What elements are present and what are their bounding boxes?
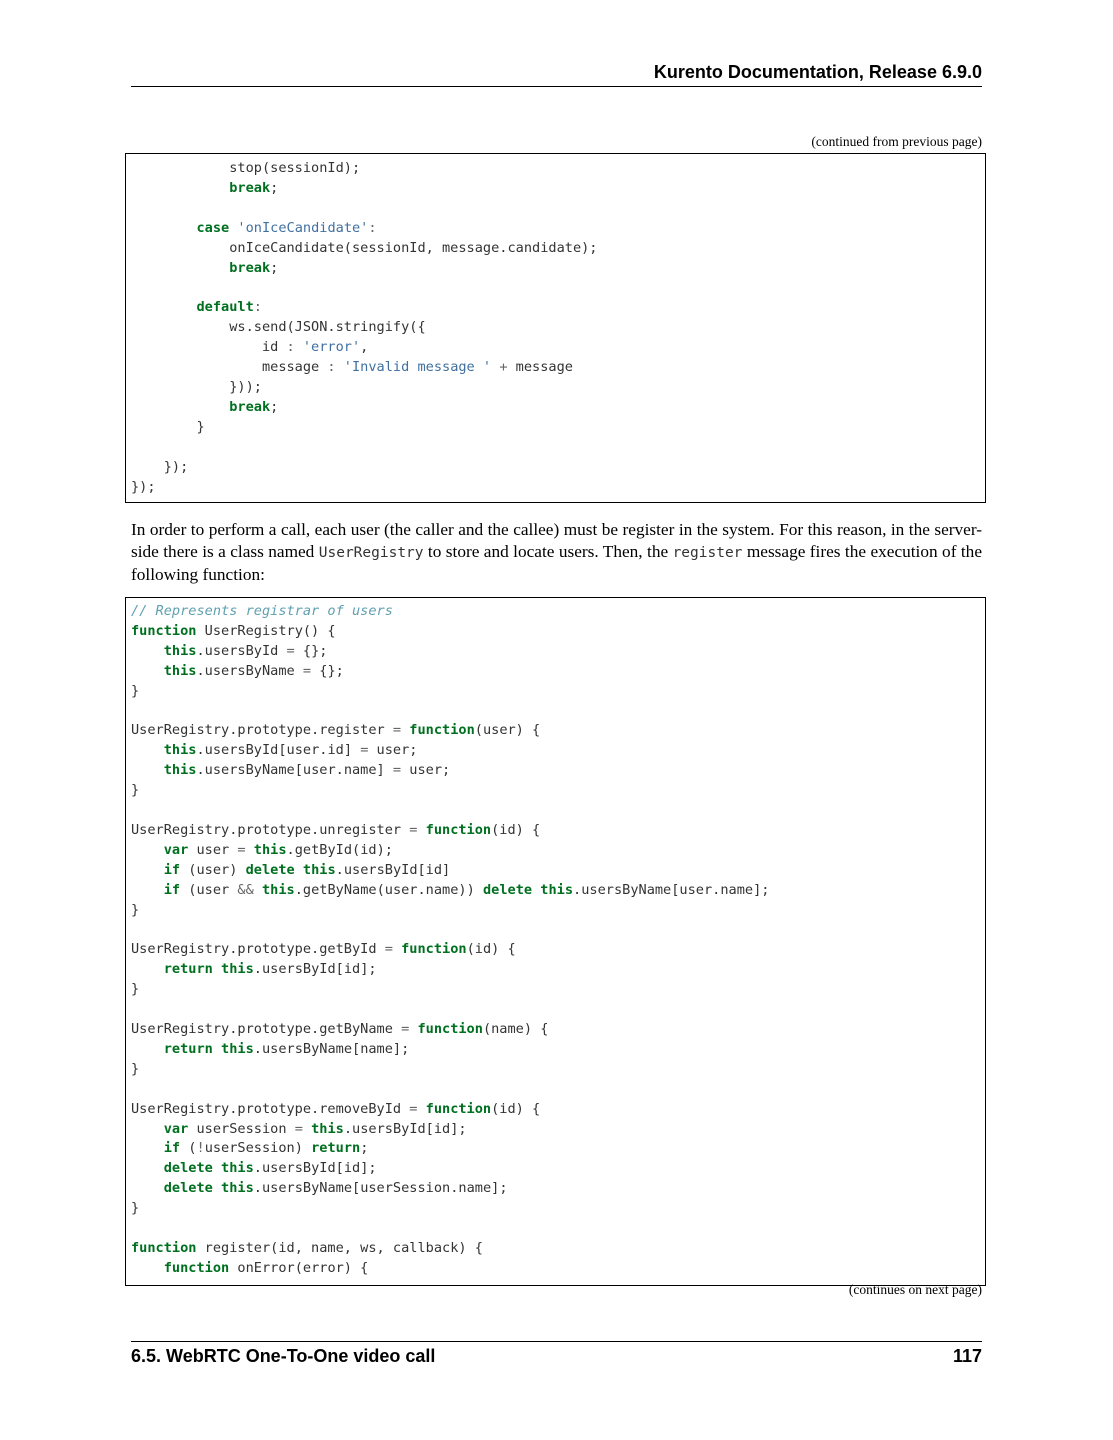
code-line <box>131 902 139 918</box>
code-text <box>131 762 164 778</box>
code-operator: = <box>409 821 418 838</box>
code-keyword: break <box>229 398 271 415</box>
code-text: } <box>131 1200 140 1217</box>
code-text: (user) <box>180 861 246 878</box>
code-text: ; <box>270 259 279 276</box>
code-line <box>131 1160 377 1176</box>
code-line <box>131 240 598 256</box>
code-text: }); <box>131 478 156 495</box>
code-text <box>131 220 196 236</box>
code-line <box>131 1041 409 1057</box>
code-text <box>131 260 229 276</box>
code-text: (id) { <box>491 821 541 838</box>
code-keyword: this <box>163 642 197 659</box>
code-text: ; <box>270 398 279 415</box>
code-text <box>254 882 262 898</box>
code-text: UserRegistry.prototype.removeById <box>131 1100 410 1117</box>
code-line <box>131 842 393 858</box>
code-text: } <box>131 1060 140 1077</box>
code-text <box>131 180 229 196</box>
code-text: .usersById[id] <box>335 861 451 878</box>
code-line <box>131 862 450 878</box>
code-text: user <box>188 841 238 858</box>
code-block-user-registry <box>125 597 986 1286</box>
code-line <box>131 822 540 838</box>
code-line <box>131 299 262 315</box>
code-keyword: break <box>229 179 271 196</box>
code-text: user; <box>401 762 451 779</box>
code-operator: + <box>499 359 508 376</box>
code-operator: = <box>286 642 295 659</box>
code-operator: ! <box>196 1140 205 1157</box>
code-text <box>131 1180 164 1196</box>
paragraph-text-3: message fires the execution of the following function: <box>131 542 982 584</box>
code-line <box>131 319 426 335</box>
page-number: 117 <box>952 1346 982 1366</box>
code-keyword: this <box>221 1180 254 1197</box>
code-keyword: if <box>163 861 181 878</box>
code-text: } <box>131 981 140 998</box>
code-keyword: function <box>131 622 197 639</box>
code-line <box>131 1180 508 1196</box>
code-operator: && <box>237 881 254 898</box>
code-text <box>213 1180 221 1196</box>
code-line <box>131 1260 368 1276</box>
continues-on-next-note: (continues on next page) <box>848 1282 982 1297</box>
code-text <box>131 1121 164 1137</box>
code-text: .usersByName[userSession.name]; <box>253 1180 508 1197</box>
code-operator: = <box>392 762 402 779</box>
code-text: ( <box>180 1140 197 1157</box>
code-operator: = <box>409 1100 418 1117</box>
code-text <box>131 299 196 315</box>
code-text: , <box>360 339 369 356</box>
code-text: (user) { <box>474 722 541 739</box>
code-text: } <box>131 418 205 435</box>
header-divider <box>131 86 982 87</box>
code-keyword: return <box>311 1140 361 1157</box>
code-text <box>417 822 425 838</box>
code-text <box>131 1041 164 1057</box>
code-text: .usersById[id]; <box>253 961 377 978</box>
code-text: userSession <box>188 1120 295 1137</box>
code-operator: = <box>302 662 312 679</box>
continued-from-previous-note: (continued from previous page) <box>811 134 982 149</box>
code-line <box>131 623 336 639</box>
code-text: (id) { <box>491 1100 541 1117</box>
footer-section-title: 6.5. WebRTC One-To-One video call <box>131 1346 436 1366</box>
code-text <box>131 842 164 858</box>
code-line <box>131 399 278 415</box>
code-line <box>131 782 139 798</box>
code-text <box>131 961 164 977</box>
code-text: {}; <box>311 662 344 679</box>
inline-code-register: register <box>672 545 743 561</box>
code-keyword: this <box>221 961 254 978</box>
code-text <box>393 941 401 957</box>
code-text <box>336 359 344 375</box>
code-text: UserRegistry.prototype.getById <box>131 941 385 958</box>
footer-divider <box>131 1341 982 1342</box>
code-line <box>131 961 377 977</box>
code-keyword: delete <box>163 1160 213 1177</box>
code-text <box>131 742 164 758</box>
code-block-message-handler <box>125 153 986 503</box>
code-line <box>131 1140 368 1156</box>
code-text: UserRegistry.prototype.unregister <box>131 821 410 838</box>
code-line <box>131 339 368 355</box>
code-text: .usersById <box>196 642 287 659</box>
code-keyword: return <box>163 961 213 978</box>
code-text: .usersById[id]; <box>253 1160 377 1177</box>
code-text: }); <box>131 458 189 475</box>
code-keyword: this <box>261 881 295 898</box>
code-comment: // Represents registrar of users <box>131 603 393 619</box>
code-text: })); <box>131 378 262 395</box>
inline-code-userregistry: UserRegistry <box>318 545 424 561</box>
code-line <box>131 643 327 659</box>
code-operator: = <box>360 742 369 759</box>
code-text: .getById(id); <box>286 841 393 858</box>
code-keyword: function <box>401 941 467 958</box>
code-text: (name) { <box>482 1021 549 1038</box>
code-keyword: function <box>417 1021 483 1038</box>
code-keyword: function <box>131 1240 197 1256</box>
code-keyword: this <box>540 881 574 898</box>
code-text: UserRegistry.prototype.getByName <box>131 1021 402 1038</box>
code-keyword: function <box>409 722 475 739</box>
code-line <box>131 882 769 898</box>
code-line <box>131 663 344 679</box>
code-text: register(id, name, ws, callback) { <box>196 1240 483 1256</box>
code-line <box>131 603 393 619</box>
code-text: {}; <box>294 642 328 659</box>
code-string: 'onIceCandidate' <box>237 219 369 236</box>
code-keyword: case <box>196 219 230 236</box>
code-text: .usersByName[name]; <box>253 1040 410 1057</box>
code-keyword: function <box>425 1100 492 1117</box>
code-text <box>303 1121 311 1137</box>
code-text <box>295 862 303 878</box>
code-text <box>295 339 303 355</box>
code-text <box>246 842 254 858</box>
code-text <box>213 1160 221 1176</box>
code-keyword: delete <box>245 861 295 878</box>
code-listing <box>131 602 985 1279</box>
code-keyword: this <box>221 1160 254 1177</box>
code-keyword: var <box>163 1120 189 1137</box>
code-text <box>131 862 164 878</box>
code-keyword: this <box>311 1120 344 1137</box>
code-keyword: this <box>163 762 197 779</box>
code-line <box>131 379 262 395</box>
code-line <box>131 419 205 435</box>
code-text <box>131 643 164 659</box>
code-line <box>131 459 188 475</box>
code-keyword: default <box>196 299 254 316</box>
code-line <box>131 359 573 375</box>
code-line <box>131 1200 139 1216</box>
code-text: (user <box>180 881 238 898</box>
code-operator: : <box>368 219 377 236</box>
code-keyword: this <box>253 841 287 858</box>
code-text <box>131 663 164 679</box>
code-operator: : <box>286 339 295 356</box>
code-line <box>131 220 377 236</box>
code-keyword: if <box>163 881 181 898</box>
code-operator: : <box>327 359 336 376</box>
code-line <box>131 762 450 778</box>
code-text: } <box>131 901 140 918</box>
code-text: ; <box>270 179 279 196</box>
code-line <box>131 941 516 957</box>
code-line <box>131 683 139 699</box>
code-operator: = <box>392 722 402 739</box>
code-keyword: delete <box>482 881 533 898</box>
code-line <box>131 1240 483 1256</box>
code-text <box>131 882 164 898</box>
code-text: UserRegistry.prototype.register <box>131 722 393 739</box>
code-string: 'error' <box>302 339 361 356</box>
code-text <box>131 1160 164 1176</box>
code-text <box>131 399 229 415</box>
code-operator: = <box>401 1021 410 1038</box>
code-line <box>131 260 278 276</box>
code-text: .usersById[id]; <box>343 1120 467 1137</box>
code-text: user; <box>368 742 418 759</box>
code-keyword: function <box>425 821 492 838</box>
code-text: onError(error) { <box>229 1259 369 1276</box>
code-operator: = <box>294 1120 303 1137</box>
code-line <box>131 180 278 196</box>
code-keyword: break <box>229 259 271 276</box>
code-line <box>131 479 156 495</box>
code-text: id <box>131 339 287 356</box>
body-paragraph <box>131 519 982 586</box>
code-keyword: function <box>163 1259 230 1276</box>
paragraph-text-2: to store and locate users. Then, the <box>423 542 673 561</box>
code-line <box>131 742 417 758</box>
code-text <box>417 1101 425 1117</box>
code-line <box>131 981 139 997</box>
code-text: onIceCandidate(sessionId, message.candidate); <box>131 239 598 256</box>
code-text <box>131 1140 164 1156</box>
code-text: ws.send(JSON.stringify({ <box>131 319 426 336</box>
code-keyword: if <box>163 1140 181 1157</box>
code-text: userSession) <box>204 1140 312 1157</box>
code-keyword: this <box>163 742 197 759</box>
code-string: 'Invalid message ' <box>343 359 492 376</box>
code-text: } <box>131 782 140 799</box>
code-line <box>131 722 540 738</box>
code-text: .usersById[user.id] <box>196 742 361 759</box>
code-line <box>131 160 360 176</box>
code-text: message <box>507 359 573 376</box>
code-text: UserRegistry() { <box>196 622 336 639</box>
code-text: (id) { <box>466 941 516 958</box>
code-text: .getByName(user.name)) <box>294 881 483 898</box>
code-text: message <box>131 359 328 376</box>
code-listing <box>131 159 985 497</box>
code-line <box>131 1101 540 1117</box>
code-keyword: this <box>163 662 197 679</box>
code-text: .usersByName <box>196 662 303 679</box>
code-text <box>213 1041 221 1057</box>
code-keyword: return <box>163 1040 213 1057</box>
code-text <box>213 961 221 977</box>
code-text: .usersByName[user.name]; <box>573 881 770 898</box>
code-keyword: this <box>302 861 336 878</box>
code-keyword: delete <box>163 1180 213 1197</box>
code-operator: = <box>237 841 246 858</box>
code-keyword: this <box>221 1040 254 1057</box>
paragraph-text-1: In order to perform a call, each user (the caller and the callee) must be register in the system. For this reason, in the server-side there is a class named <box>131 520 982 561</box>
code-text <box>131 1260 164 1276</box>
code-operator: = <box>384 941 393 958</box>
code-line <box>131 1021 548 1037</box>
code-text: stop(sessionId); <box>131 160 361 176</box>
code-operator: : <box>253 299 262 316</box>
code-text: ; <box>360 1140 369 1157</box>
code-text: .usersByName[user.name] <box>196 762 393 779</box>
running-header-title: Kurento Documentation, Release 6.9.0 <box>653 62 982 82</box>
code-keyword: var <box>163 841 189 858</box>
code-line <box>131 1121 467 1137</box>
code-line <box>131 1061 139 1077</box>
code-text: } <box>131 682 140 699</box>
